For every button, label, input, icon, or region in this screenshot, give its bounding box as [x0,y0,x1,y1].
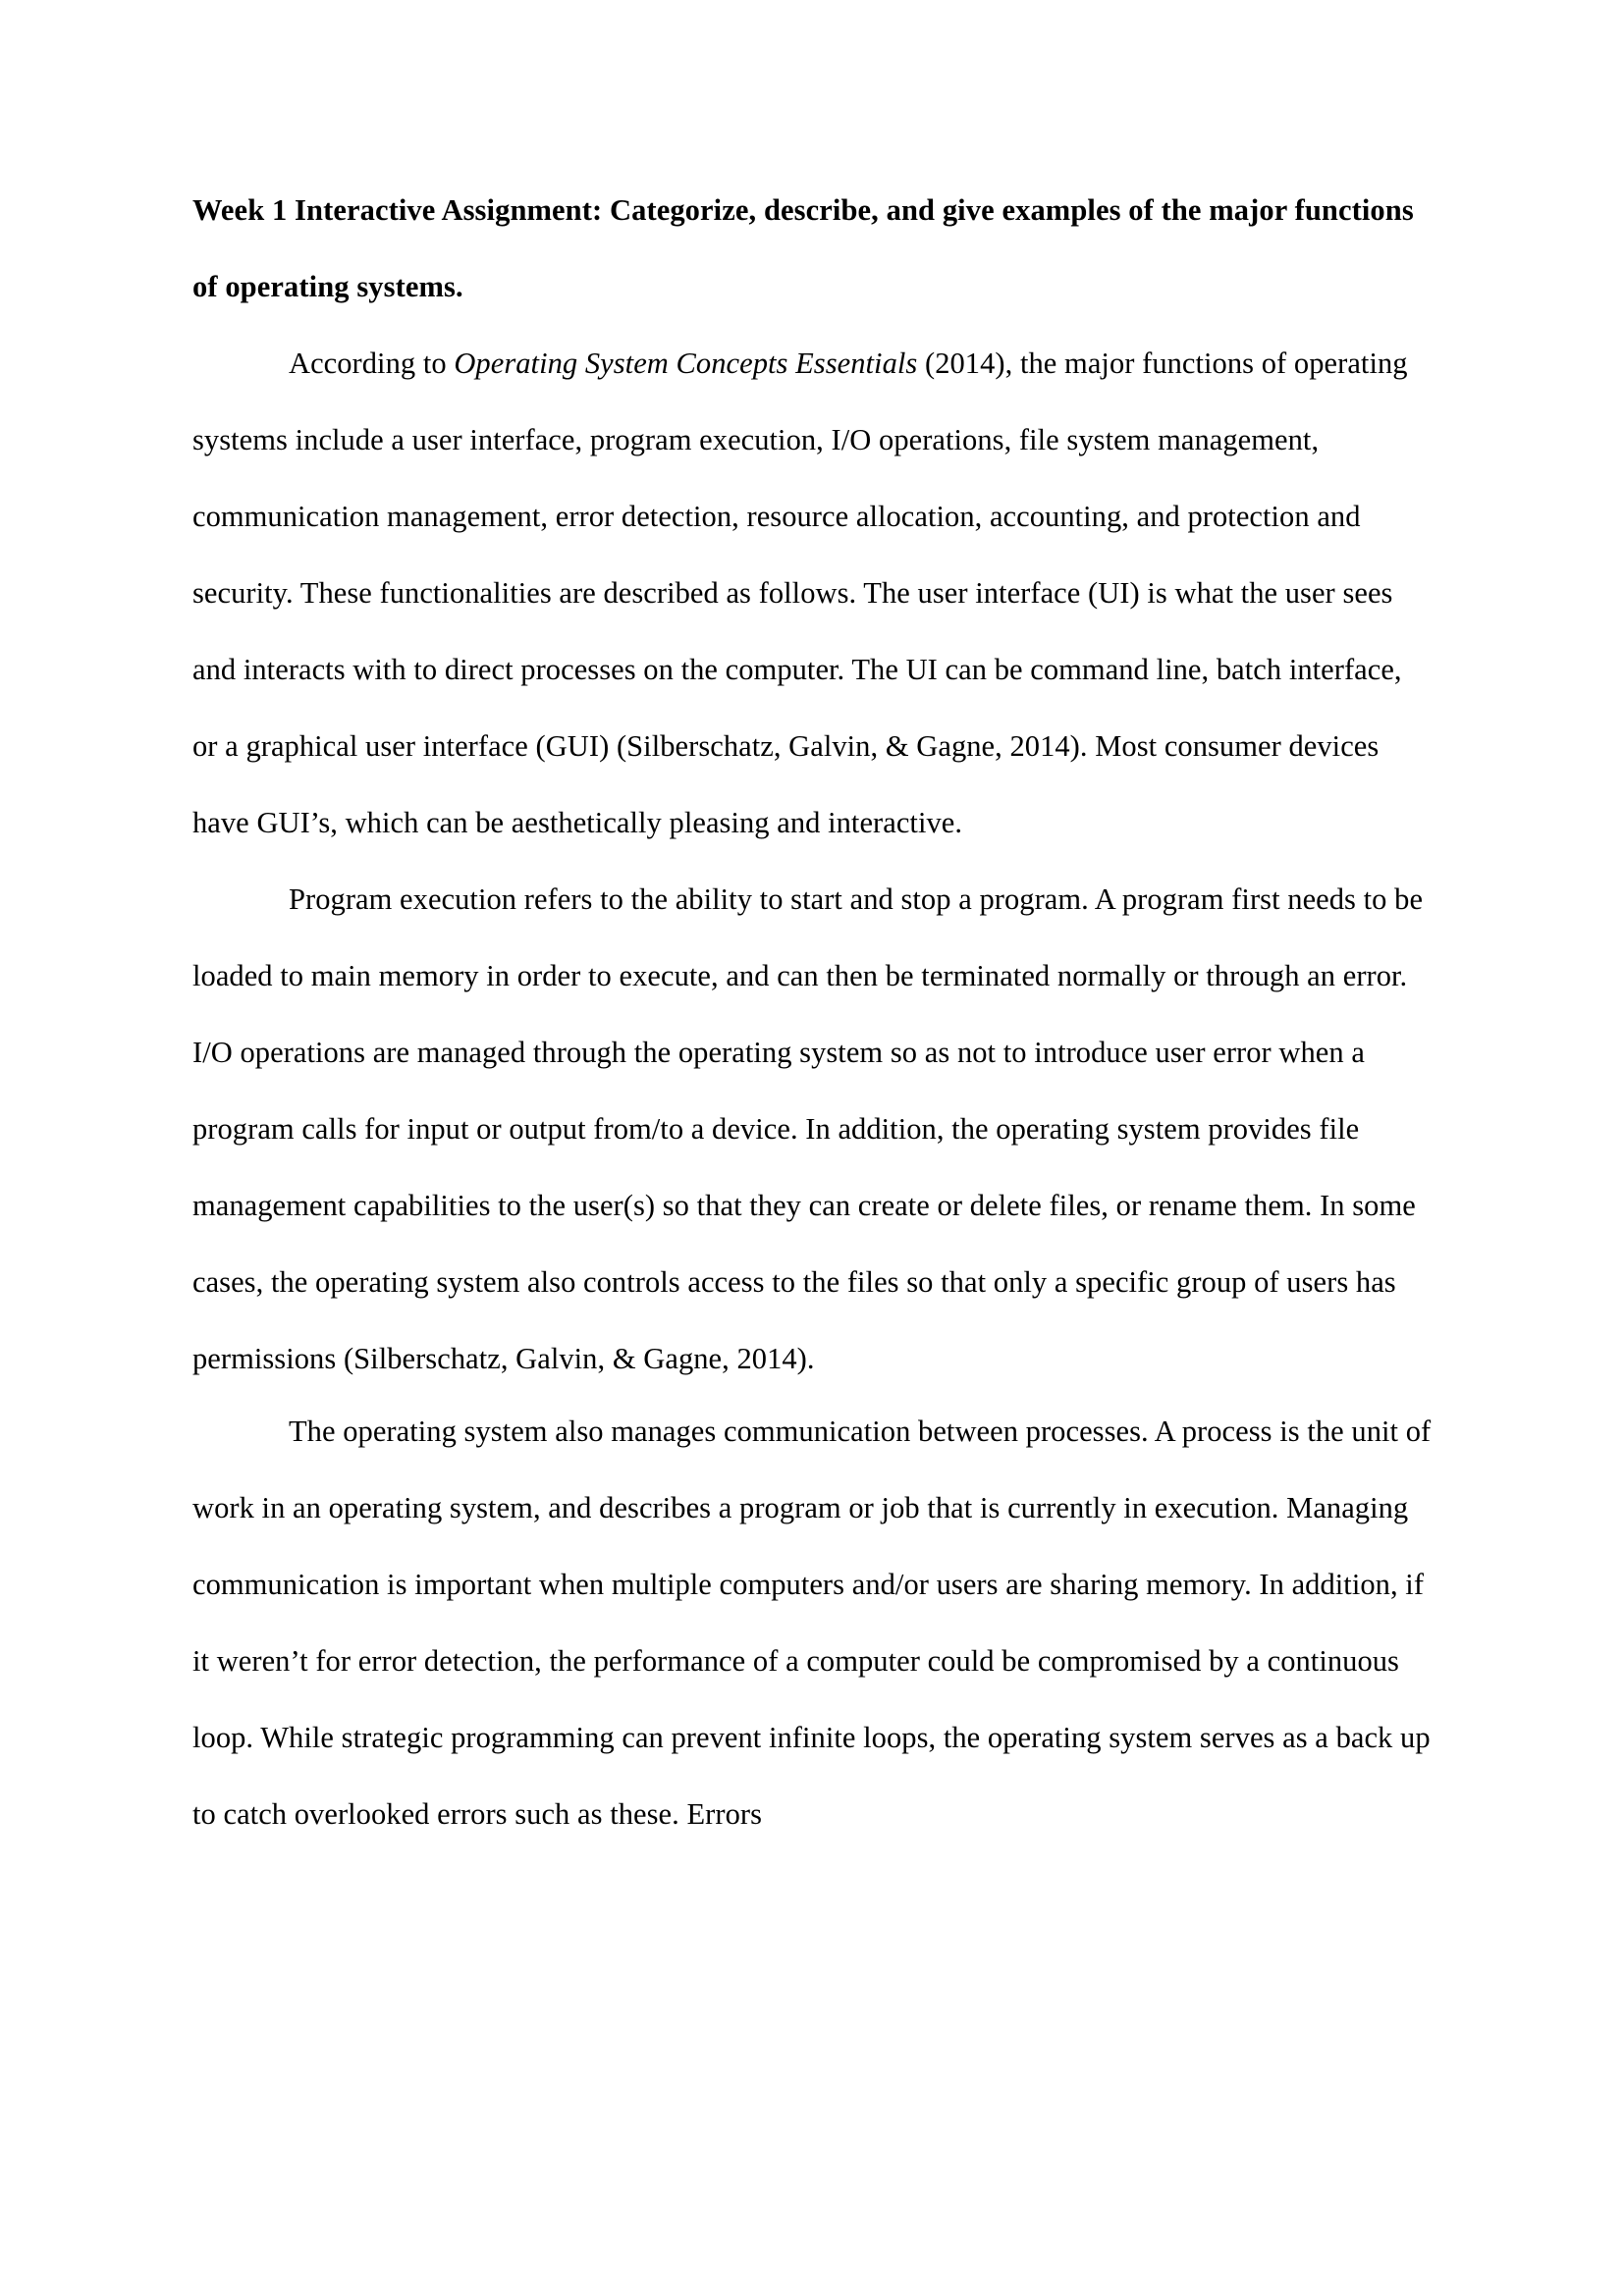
page-title-text: Week 1 Interactive Assignment: Categorize, describe, and give examples of the major functions of operating systems. [192,193,1414,303]
paragraph-3 [192,1393,1432,1852]
paragraph-1 [192,325,1432,861]
paragraph-3-text: The operating system also manages communication between processes. A process is the unit of work in an operating system, and describes a program or job that is currently in execution. Managing communication is important when multiple computers and/or users are sharing memory. In addition, if it weren’t for error detection, the performance of a computer could be compromised by a continuous loop. While strategic programming can prevent infinite loops, the operating system serves as a back up to catch overlooked errors such as these. Errors [192,1415,1432,1831]
paragraph-1-rest: (2014), the major functions of operating systems include a user interface, program execution, I/O operations, file system management, communication management, error detection, resource allocation, accounting, and protection and security. These functionalities are described as follows. The user interface (UI) is what the user sees and interacts with to direct processes on the computer. The UI can be command line, batch interface, or a graphical user interface (GUI) (Silberschatz, Galvin, & Gagne, 2014). Most consumer devices have GUI’s, which can be aesthetically pleasing and interactive. [192,347,1408,839]
paragraph-1-lead: According to [289,347,455,380]
page-content [192,172,1432,1852]
page-title [192,172,1432,325]
paragraph-2 [192,861,1432,1397]
paragraph-2-text: Program execution refers to the ability to start and stop a program. A program first needs to be loaded to main memory in order to execute, and can then be terminated normally or through an error. I/O operations are managed through the operating system so as not to introduce user error when a program calls for input or output from/to a device. In addition, the operating system provides file management capabilities to the user(s) so that they can create or delete files, or rename them. In some cases, the operating system also controls access to the files so that only a specific group of users has permissions (Silberschatz, Galvin, & Gagne, 2014). [192,882,1424,1375]
book-title-operating-system-concepts-essentials: Operating System Concepts Essentials [454,347,918,380]
